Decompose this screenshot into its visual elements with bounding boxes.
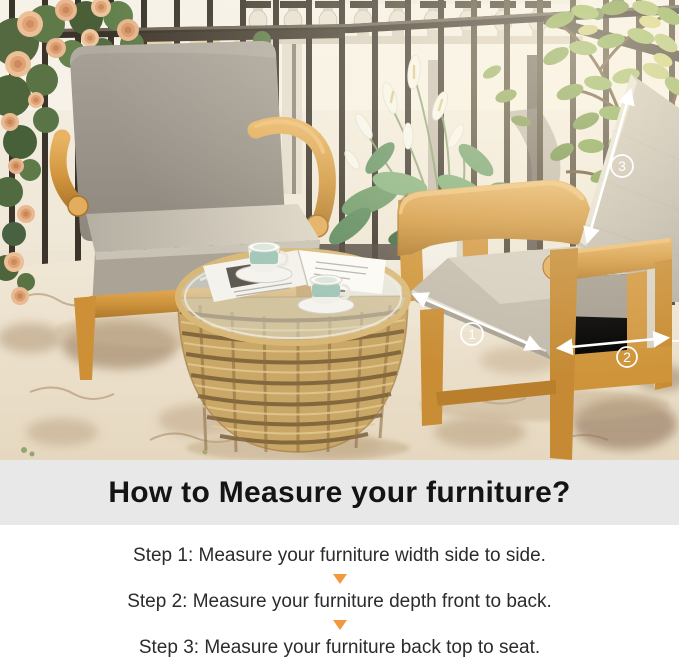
- step-1: Step 1: Measure your furniture width side to side.: [133, 545, 546, 566]
- down-triangle-icon: [333, 574, 347, 584]
- marker-label-2: 2: [623, 349, 631, 365]
- marker-label-3: 3: [618, 158, 626, 174]
- title-band: [0, 460, 679, 525]
- instructions-steps: [0, 525, 679, 662]
- step-3: Step 3: Measure your furniture back top to seat.: [138, 637, 541, 658]
- step-2: Step 2: Measure your furniture depth front to back.: [127, 591, 552, 612]
- instructions-title: How to Measure your furniture?: [108, 475, 571, 509]
- down-triangle-icon: [333, 620, 347, 630]
- marker-label-1: 1: [468, 326, 476, 342]
